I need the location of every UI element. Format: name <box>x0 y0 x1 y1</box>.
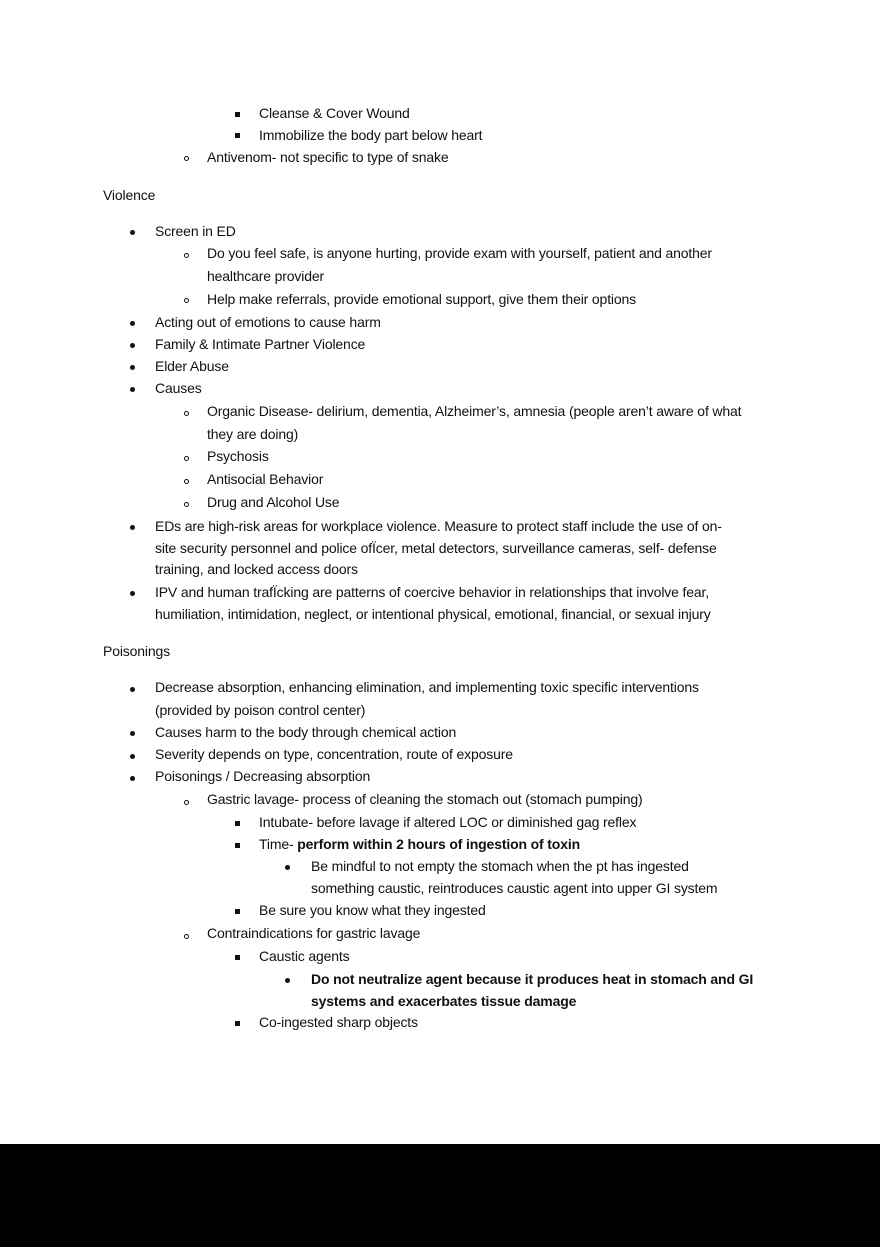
circle-bullet-icon <box>184 456 189 461</box>
list-item: Intubate- before lavage if altered LOC or diminished gag reflex <box>259 814 637 830</box>
list-item: Acting out of emotions to cause harm <box>155 314 381 330</box>
list-item: Do you feel safe, is anyone hurting, provide exam with yourself, patient and another <box>207 245 712 261</box>
list-item: Drug and Alcohol Use <box>207 494 340 510</box>
circle-bullet-icon <box>184 800 189 805</box>
disc-bullet-icon <box>285 865 290 870</box>
circle-bullet-icon <box>184 934 189 939</box>
list-item-continuation: systems and exacerbates tissue damage <box>311 993 577 1009</box>
disc-bullet-icon <box>130 731 135 736</box>
list-item-continuation: they are doing) <box>207 426 299 442</box>
list-item-continuation: something caustic, reintroduces caustic agent into upper GI system <box>311 880 718 896</box>
list-item: Be mindful to not empty the stomach when the pt has ingested <box>311 858 689 874</box>
circle-bullet-icon <box>184 298 189 303</box>
list-item: Help make referrals, provide emotional support, give them their options <box>207 291 637 307</box>
disc-bullet-icon <box>130 687 135 692</box>
list-item <box>259 836 580 852</box>
disc-bullet-icon <box>130 321 135 326</box>
disc-bullet-icon <box>130 343 135 348</box>
list-item: Do not neutralize agent because it produces heat in stomach and GI <box>311 971 754 987</box>
list-item: Severity depends on type, concentration, route of exposure <box>155 746 513 762</box>
page-bottom-black-bar <box>0 1144 880 1247</box>
square-bullet-icon <box>235 843 240 848</box>
circle-bullet-icon <box>184 502 189 507</box>
list-item: Family & Intimate Partner Violence <box>155 336 366 352</box>
list-item-continuation: healthcare provider <box>207 268 324 284</box>
list-item: Poisonings / Decreasing absorption <box>155 768 371 784</box>
disc-bullet-icon <box>130 525 135 530</box>
square-bullet-icon <box>235 909 240 914</box>
circle-bullet-icon <box>184 479 189 484</box>
square-bullet-icon <box>235 955 240 960</box>
list-item: Organic Disease- delirium, dementia, Alzheimer’s, amnesia (people aren’t aware of what <box>207 403 742 419</box>
list-item-label: Time- <box>259 836 298 852</box>
list-item: Screen in ED <box>155 223 236 239</box>
list-item: Be sure you know what they ingested <box>259 902 486 918</box>
disc-bullet-icon <box>285 978 290 983</box>
list-item: Caustic agents <box>259 948 350 964</box>
square-bullet-icon <box>235 133 240 138</box>
list-item: IPV and human trafÏcking are patterns of coercive behavior in relationships that involve fear, <box>155 584 709 600</box>
circle-bullet-icon <box>184 156 189 161</box>
list-item: Causes <box>155 380 202 396</box>
list-item: Immobilize the body part below heart <box>259 127 483 143</box>
list-item-continuation: humiliation, intimidation, neglect, or intentional physical, emotional, financial, or sexual injury <box>155 606 711 622</box>
disc-bullet-icon <box>130 365 135 370</box>
disc-bullet-icon <box>130 230 135 235</box>
disc-bullet-icon <box>130 387 135 392</box>
disc-bullet-icon <box>130 754 135 759</box>
square-bullet-icon <box>235 821 240 826</box>
list-item: EDs are high-risk areas for workplace violence. Measure to protect staff include the use of on- <box>155 518 722 534</box>
square-bullet-icon <box>235 112 240 117</box>
list-item: Decrease absorption, enhancing elimination, and implementing toxic specific interventions <box>155 679 699 695</box>
section-heading-poisonings: Poisonings <box>103 643 170 659</box>
list-item: Cleanse & Cover Wound <box>259 105 410 121</box>
list-item-continuation: site security personnel and police ofÏcer, metal detectors, surveillance cameras, self- defense <box>155 540 717 556</box>
list-item: Antisocial Behavior <box>207 471 324 487</box>
list-item: Elder Abuse <box>155 358 229 374</box>
list-item: Antivenom- not specific to type of snake <box>207 149 449 165</box>
disc-bullet-icon <box>130 591 135 596</box>
list-item: Gastric lavage- process of cleaning the stomach out (stomach pumping) <box>207 791 643 807</box>
list-item: Contraindications for gastric lavage <box>207 925 421 941</box>
circle-bullet-icon <box>184 253 189 258</box>
circle-bullet-icon <box>184 411 189 416</box>
list-item: Psychosis <box>207 448 269 464</box>
square-bullet-icon <box>235 1021 240 1026</box>
list-item: Co-ingested sharp objects <box>259 1014 418 1030</box>
section-heading-violence: Violence <box>103 187 156 203</box>
disc-bullet-icon <box>130 776 135 781</box>
list-item-bold-text: perform within 2 hours of ingestion of toxin <box>297 836 580 852</box>
list-item: Causes harm to the body through chemical action <box>155 724 457 740</box>
list-item-continuation: training, and locked access doors <box>155 561 358 577</box>
list-item-continuation: (provided by poison control center) <box>155 702 366 718</box>
